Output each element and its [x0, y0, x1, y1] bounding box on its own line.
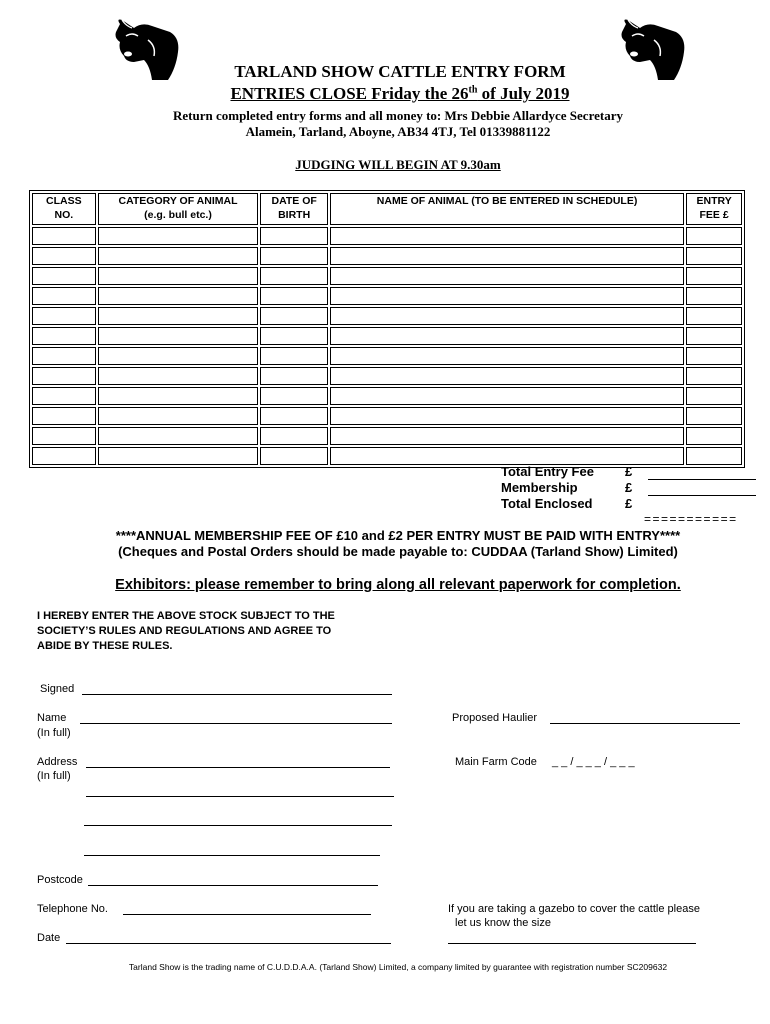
- animal-name-cell[interactable]: [330, 427, 684, 445]
- total-entry-fee-line[interactable]: [648, 479, 756, 480]
- date-of-birth-cell[interactable]: [260, 347, 328, 365]
- date-of-birth-cell[interactable]: [260, 247, 328, 265]
- address-field-2[interactable]: [86, 796, 394, 797]
- currency-symbol: £: [625, 464, 633, 479]
- animal-name-cell[interactable]: [330, 327, 684, 345]
- table-row: [32, 247, 742, 265]
- date-of-birth-cell[interactable]: [260, 307, 328, 325]
- date-of-birth-cell[interactable]: [260, 227, 328, 245]
- entry-fee-cell[interactable]: [686, 227, 742, 245]
- total-enclosed-label: Total Enclosed: [501, 496, 593, 511]
- declaration: I HEREBY ENTER THE ABOVE STOCK SUBJECT TO THE SOCIETY’S RULES AND REGULATIONS AND AGREE TO ABIDE BY THESE RULES.: [37, 610, 335, 652]
- entry-fee-cell[interactable]: [686, 287, 742, 305]
- telephone-label: Telephone No.: [37, 903, 108, 915]
- entry-fee-cell[interactable]: [686, 307, 742, 325]
- date-of-birth-cell[interactable]: [260, 407, 328, 425]
- total-equals-line: ===========: [644, 512, 738, 526]
- table-row: [32, 367, 742, 385]
- category-cell[interactable]: [98, 387, 259, 405]
- cheques-notice: (Cheques and Postal Orders should be made payable to: CUDDAA (Tarland Show) Limited): [118, 544, 678, 559]
- date-field[interactable]: [66, 943, 391, 944]
- signed-label: Signed: [40, 683, 75, 695]
- name-label: Name: [37, 712, 67, 724]
- animal-name-cell[interactable]: [330, 227, 684, 245]
- animal-name-cell[interactable]: [330, 287, 684, 305]
- category-cell[interactable]: [98, 287, 259, 305]
- entries-table: [29, 190, 745, 468]
- table-row: [32, 327, 742, 345]
- table-row: [32, 347, 742, 365]
- entry-fee-cell[interactable]: [686, 427, 742, 445]
- date-of-birth-cell[interactable]: [260, 267, 328, 285]
- address-field-4[interactable]: [84, 855, 380, 856]
- gazebo-note-line1: If you are taking a gazebo to cover the cattle please: [448, 903, 700, 915]
- address-label: Address: [37, 756, 78, 768]
- entry-fee-cell[interactable]: [686, 447, 742, 465]
- category-cell[interactable]: [98, 227, 259, 245]
- postcode-field[interactable]: [88, 885, 378, 886]
- name-in-full-label: (In full): [37, 727, 71, 739]
- header-category: CATEGORY OF ANIMAL (e.g. bull etc.): [98, 193, 259, 225]
- membership-fee-notice: ****ANNUAL MEMBERSHIP FEE OF £10 and £2 PER ENTRY MUST BE PAID WITH ENTRY****: [115, 528, 681, 543]
- table-header-row: [32, 193, 742, 225]
- animal-name-cell[interactable]: [330, 387, 684, 405]
- category-cell[interactable]: [98, 367, 259, 385]
- category-cell[interactable]: [98, 307, 259, 325]
- category-cell[interactable]: [98, 447, 259, 465]
- entry-fee-cell[interactable]: [686, 327, 742, 345]
- address-in-full-label: (In full): [37, 770, 71, 782]
- table-row: [32, 267, 742, 285]
- table-row: [32, 447, 742, 465]
- table-row: [32, 227, 742, 245]
- header-entry-fee: ENTRY FEE £: [686, 193, 742, 225]
- class-no-cell[interactable]: [32, 287, 96, 305]
- entry-fee-cell[interactable]: [686, 367, 742, 385]
- class-no-cell[interactable]: [32, 407, 96, 425]
- entry-fee-cell[interactable]: [686, 387, 742, 405]
- class-no-cell[interactable]: [32, 447, 96, 465]
- animal-name-cell[interactable]: [330, 447, 684, 465]
- header-date-of-birth: DATE OF BIRTH: [260, 193, 328, 225]
- date-of-birth-cell[interactable]: [260, 387, 328, 405]
- entries-close-heading: ENTRIES CLOSE Friday the 26th of July 2019: [230, 84, 570, 103]
- date-of-birth-cell[interactable]: [260, 367, 328, 385]
- return-instructions-line2: Alamein, Tarland, Aboyne, AB34 4TJ, Tel 01339881122: [245, 124, 551, 139]
- entry-fee-cell[interactable]: [686, 407, 742, 425]
- category-cell[interactable]: [98, 247, 259, 265]
- telephone-field[interactable]: [123, 914, 371, 915]
- judging-time: JUDGING WILL BEGIN AT 9.30am: [295, 157, 501, 172]
- table-row: [32, 307, 742, 325]
- class-no-cell[interactable]: [32, 327, 96, 345]
- date-of-birth-cell[interactable]: [260, 287, 328, 305]
- currency-symbol: £: [625, 496, 633, 511]
- animal-name-cell[interactable]: [330, 267, 684, 285]
- class-no-cell[interactable]: [32, 367, 96, 385]
- category-cell[interactable]: [98, 327, 259, 345]
- class-no-cell[interactable]: [32, 267, 96, 285]
- category-cell[interactable]: [98, 427, 259, 445]
- table-row: [32, 407, 742, 425]
- class-no-cell[interactable]: [32, 427, 96, 445]
- animal-name-cell[interactable]: [330, 407, 684, 425]
- category-cell[interactable]: [98, 267, 259, 285]
- animal-name-cell[interactable]: [330, 367, 684, 385]
- class-no-cell[interactable]: [32, 307, 96, 325]
- postcode-label: Postcode: [37, 874, 83, 886]
- footer-legal-text: Tarland Show is the trading name of C.U.D.D.A.A. (Tarland Show) Limited, a company limited by guarantee with registration number SC209632: [128, 962, 668, 972]
- entry-fee-cell[interactable]: [686, 347, 742, 365]
- date-of-birth-cell[interactable]: [260, 327, 328, 345]
- date-of-birth-cell[interactable]: [260, 427, 328, 445]
- address-field-1[interactable]: [86, 767, 390, 768]
- class-no-cell[interactable]: [32, 347, 96, 365]
- table-row: [32, 427, 742, 445]
- animal-name-cell[interactable]: [330, 347, 684, 365]
- category-cell[interactable]: [98, 407, 259, 425]
- farm-code-field[interactable]: _ _ / _ _ _ / _ _ _: [552, 756, 635, 768]
- haulier-field[interactable]: [550, 723, 740, 724]
- gazebo-note-line2: let us know the size: [455, 917, 551, 929]
- currency-symbol: £: [625, 480, 633, 495]
- address-field-3[interactable]: [84, 825, 392, 826]
- table-row: [32, 387, 742, 405]
- name-field[interactable]: [80, 723, 392, 724]
- form-title: TARLAND SHOW CATTLE ENTRY FORM: [234, 62, 566, 81]
- class-no-cell[interactable]: [32, 227, 96, 245]
- header-animal-name: NAME OF ANIMAL (TO BE ENTERED IN SCHEDULE): [330, 193, 684, 225]
- class-no-cell[interactable]: [32, 247, 96, 265]
- exhibitors-reminder: Exhibitors: please remember to bring along all relevant paperwork for completion.: [115, 577, 681, 593]
- class-no-cell[interactable]: [32, 387, 96, 405]
- total-entry-fee-label: Total Entry Fee: [501, 464, 594, 479]
- animal-name-cell[interactable]: [330, 247, 684, 265]
- category-cell[interactable]: [98, 347, 259, 365]
- header-class-no: CLASS NO.: [32, 193, 96, 225]
- gazebo-size-field[interactable]: [448, 943, 696, 944]
- haulier-label: Proposed Haulier: [452, 712, 537, 724]
- date-label: Date: [37, 932, 61, 944]
- membership-label: Membership: [501, 480, 578, 495]
- animal-name-cell[interactable]: [330, 307, 684, 325]
- entry-fee-cell[interactable]: [686, 267, 742, 285]
- signed-field[interactable]: [82, 694, 392, 695]
- table-row: [32, 287, 742, 305]
- return-instructions-line1: Return completed entry forms and all money to: Mrs Debbie Allardyce Secretary: [173, 108, 623, 123]
- farm-code-label: Main Farm Code: [455, 756, 537, 768]
- entry-fee-cell[interactable]: [686, 247, 742, 265]
- date-of-birth-cell[interactable]: [260, 447, 328, 465]
- membership-line[interactable]: [648, 495, 756, 496]
